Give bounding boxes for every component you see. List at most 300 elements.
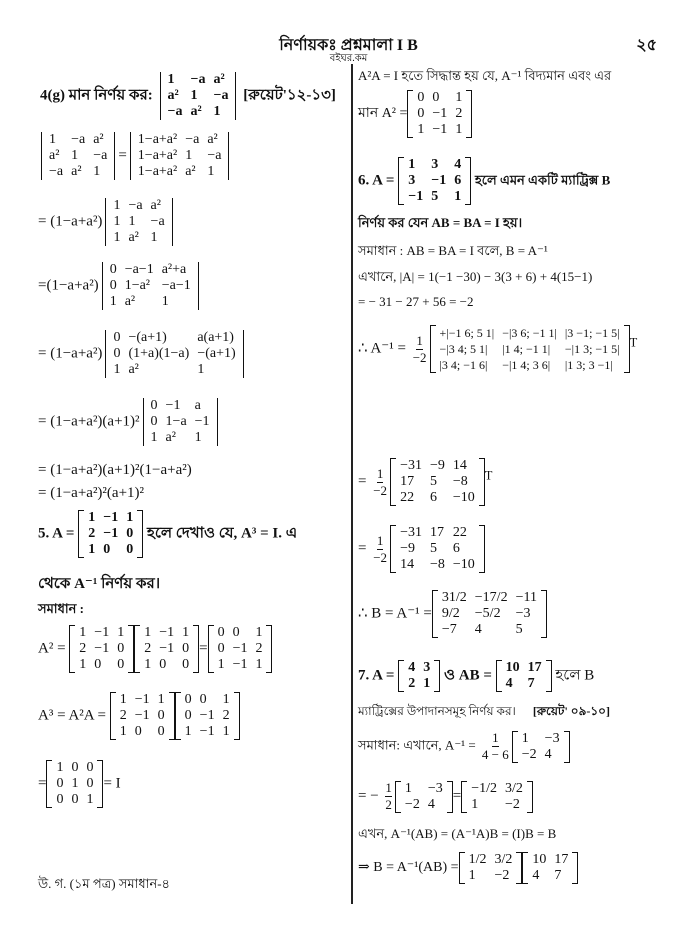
matrix-cell: −(a+1)	[197, 346, 236, 361]
matrix-cell: 1	[119, 724, 127, 739]
matrix-cell: 4	[544, 746, 552, 762]
matrix-table	[75, 625, 128, 673]
q4-label: 4(g) মান নির্ণয় কর:	[40, 87, 153, 104]
matrix-cell: −1	[232, 657, 248, 672]
matrix-cell: 1	[128, 214, 136, 229]
matrix-cell: 2	[222, 708, 230, 723]
q4-tag: [রুয়েট'১২-১৩]	[243, 87, 336, 104]
matrix-table	[214, 625, 267, 673]
matrix-table	[528, 852, 572, 884]
matrix-table	[181, 692, 234, 740]
matrix-cell: −1	[94, 641, 110, 656]
matrix-cell: 0	[103, 542, 111, 557]
inv-sup: T	[629, 335, 638, 350]
q7-line	[358, 660, 594, 692]
q5-text2: থেকে A⁻¹ নির্ণয় কর।	[38, 576, 161, 592]
matrix-cell: −2	[505, 796, 520, 812]
matrix-cell: a²	[49, 148, 60, 163]
matrix-cell: −3	[427, 780, 443, 796]
matrix-cell: 1	[185, 148, 193, 163]
matrix-cell: 1	[222, 724, 230, 739]
q7-label: 7. A =	[358, 667, 395, 684]
matrix-cell: 1	[93, 164, 101, 179]
sol7d-prefix: ⇒ B = A⁻¹(AB) =	[358, 860, 459, 876]
inv-line	[358, 325, 637, 373]
matrix-cell: 2	[408, 676, 416, 691]
matrix-cell: 0	[184, 692, 192, 707]
matrix-cell: a²+a	[161, 262, 187, 277]
matrix-cell: 0	[56, 776, 64, 791]
matrix-cell: 1	[408, 157, 416, 172]
c1-frac: $\frac{1}{-2}$	[373, 465, 388, 498]
matrix-cell: −8	[452, 474, 468, 489]
matrix-cell: 1	[144, 657, 152, 672]
matrix-cell: 0	[432, 90, 440, 105]
matrix-table	[502, 660, 546, 692]
matrix-cell: 1	[194, 430, 202, 445]
q6-text2: নির্ণয় কর যেন AB = BA = I হয়।	[358, 215, 523, 230]
matrix-cell: 0	[232, 625, 240, 640]
matrix-cell: 1−a+a²	[137, 164, 178, 179]
q6-text: হলে এমন একটি ম্যাট্রিক্স B	[474, 172, 611, 188]
matrix-cell: −1	[432, 106, 448, 121]
matrix-cell: 1−a	[165, 414, 187, 429]
matrix-cell: −a	[185, 132, 200, 147]
step-7: = (1−a+a²)²(a+1)²	[38, 485, 145, 501]
matrix-cell: −2	[494, 868, 510, 883]
q6-sol: সমাধান : AB = BA = I বলে, B = A⁻¹	[358, 243, 548, 258]
matrix-table	[164, 72, 233, 120]
matrix-cell: −1	[94, 625, 110, 640]
step-1: 1 −a a² a² 1 −a −a a² 1 = 1−a+a² −a a² 1−a+a² 1 −a 1−a+a² a² 1	[38, 132, 232, 180]
page-title: নির্ণায়কঃ প্রশ্নমালা I B	[279, 37, 418, 54]
matrix-cell: 31/2	[441, 590, 467, 605]
matrix-cell: −9	[429, 458, 445, 473]
matrix-cell: 4	[408, 660, 416, 675]
matrix-cell: 0	[217, 641, 225, 656]
matrix-cell: 0	[94, 657, 102, 672]
matrix-table	[467, 781, 527, 813]
matrix-cell: −31	[400, 458, 422, 473]
c3-prefix: ∴ B = A⁻¹ =	[358, 605, 432, 622]
step-5	[38, 398, 221, 446]
c2-line	[358, 525, 485, 573]
matrix-cell: 7	[554, 868, 562, 883]
sol7b-frac: $\frac{1}{2}$	[385, 780, 392, 812]
matrix-cell: 0	[113, 330, 121, 345]
q4-line	[40, 72, 336, 120]
matrix-cell: (1+a)(1−a)	[128, 346, 190, 361]
identity-suffix: = I	[103, 775, 121, 792]
matrix-cell: |3 4; −1 6|	[439, 358, 488, 372]
matrix-cell: 0	[150, 398, 158, 413]
matrix-cell: 14	[452, 458, 467, 473]
matrix-cell: 3/2	[505, 780, 523, 796]
matrix-cell: 1	[255, 657, 263, 672]
q7-mid: ও AB =	[443, 667, 492, 684]
matrix-cell: +|−1 6; 5 1|	[439, 326, 495, 340]
matrix-cell: 17	[429, 525, 444, 540]
sol7b-prefix: = −	[358, 787, 379, 804]
matrix-table	[465, 852, 517, 884]
r-line-2	[358, 90, 472, 138]
matrix-cell: −7	[441, 622, 457, 637]
c1-prefix: =	[358, 473, 367, 490]
matrix-cell: 1	[113, 362, 121, 377]
q6-det-2: = − 31 − 27 + 56 = −2	[358, 294, 474, 309]
matrix-cell: a²	[93, 132, 104, 147]
matrix-cell: −11	[515, 590, 537, 605]
matrix-cell: 1	[109, 294, 117, 309]
matrix-cell: 5	[429, 474, 437, 489]
matrix-cell: −|3 4; 5 1|	[439, 342, 488, 356]
matrix-cell: 0	[182, 657, 190, 672]
matrix-cell: a²	[150, 198, 161, 213]
sol7d-line	[358, 852, 578, 884]
matrix-cell: −1	[199, 708, 215, 723]
matrix-cell: 1	[113, 230, 121, 245]
matrix-cell: a²	[128, 362, 139, 377]
matrix-cell: a	[194, 398, 201, 413]
matrix-cell: 1−a²	[124, 278, 150, 293]
matrix-cell: 1	[404, 780, 412, 796]
matrix-cell: −(a+1)	[128, 330, 167, 345]
matrix-cell: −a	[167, 104, 183, 119]
matrix-cell: 5	[431, 189, 439, 204]
matrix-cell: 0	[117, 641, 125, 656]
matrix-cell: 5	[515, 622, 523, 637]
matrix-cell: 7	[527, 676, 535, 691]
matrix-table	[109, 198, 168, 246]
matrix-cell: 0	[199, 692, 207, 707]
matrix-cell: 1	[222, 692, 230, 707]
step-2	[38, 198, 176, 246]
matrix-cell: 0	[159, 657, 167, 672]
matrix-table	[438, 590, 541, 638]
matrix-cell: −1	[431, 173, 447, 188]
column-divider	[351, 64, 353, 904]
step-4	[38, 330, 247, 378]
matrix-cell: 9/2	[441, 606, 460, 621]
matrix-cell: 6	[452, 541, 460, 556]
matrix-cell: 0	[117, 657, 125, 672]
matrix-cell: 1	[190, 88, 198, 103]
matrix-cell: 1	[56, 760, 64, 775]
matrix-cell: a²	[167, 88, 179, 103]
q5-text: হলে দেখাও যে, A³ = I. এ	[146, 525, 298, 542]
matrix-cell: −1	[103, 510, 119, 525]
matrix-cell: 0	[86, 760, 94, 775]
step-6: = (1−a+a²)(a+1)²(1−a+a²)	[38, 462, 192, 478]
matrix-table	[106, 262, 195, 310]
matrix-cell: −a	[71, 132, 86, 147]
matrix-cell: 1	[417, 122, 425, 137]
q6-line	[358, 157, 610, 205]
matrix-cell: 1	[79, 657, 87, 672]
matrix-cell: 0	[56, 792, 64, 807]
a3-line	[38, 692, 240, 740]
matrix-cell: 0	[134, 724, 142, 739]
matrix-cell: a²	[185, 164, 196, 179]
matrix-cell: 1	[217, 657, 225, 672]
matrix-cell: −1	[194, 414, 210, 429]
matrix-cell: −|1 3; −1 5|	[564, 342, 620, 356]
matrix-cell: 1	[454, 189, 462, 204]
c3-line	[358, 590, 547, 638]
c1-sup: T	[484, 468, 493, 483]
matrix-table	[518, 731, 564, 763]
matrix-cell: 1	[182, 625, 190, 640]
sol7-prefix: সমাধান: এখানে, A⁻¹ =	[358, 737, 476, 753]
matrix-cell: 6	[454, 173, 462, 188]
matrix-table	[109, 330, 239, 378]
matrix-cell: 3	[408, 173, 416, 188]
r-line-1: A²A = I হতে সিদ্ধান্ত হয় যে, A⁻¹ বিদ্যমান এবং এর	[358, 68, 612, 83]
matrix-cell: 0	[182, 641, 190, 656]
matrix-cell: 1−a+a²	[137, 148, 178, 163]
matrix-cell: 17	[400, 474, 415, 489]
matrix-cell: 1	[117, 625, 125, 640]
matrix-cell: 1	[455, 90, 463, 105]
sol7-line	[358, 730, 570, 763]
matrix-cell: 4	[505, 676, 513, 691]
matrix-cell: |3 −1; −1 5|	[564, 326, 620, 340]
matrix-cell: 0	[417, 90, 425, 105]
matrix-table	[436, 325, 624, 373]
matrix-table	[396, 525, 479, 573]
a2-line: A² = 1 −1 1 2 −1 0 1 0 0 1 −1 1 2 −1 0 1 0 0 = 0 0 1 0 −1 2 1 −1 1	[38, 625, 272, 673]
matrix-cell: −1	[134, 692, 150, 707]
matrix-cell: 1	[157, 692, 165, 707]
matrix-cell: 1	[468, 868, 476, 883]
matrix-cell: 1	[119, 692, 127, 707]
matrix-cell: 1	[184, 724, 192, 739]
c2-prefix: =	[358, 540, 367, 557]
matrix-cell: 2	[144, 641, 152, 656]
matrix-cell: −1	[165, 398, 181, 413]
q4-det	[157, 72, 240, 120]
matrix-cell: −1	[159, 641, 175, 656]
matrix-cell: 10	[532, 852, 547, 867]
matrix-cell: 1	[197, 362, 205, 377]
matrix-cell: 2	[255, 641, 263, 656]
matrix-cell: a²	[71, 164, 82, 179]
sol7b-line: = − $\frac{1}{2}$ 1 −3 −2 4 = −1/2 3/2 1 −2	[358, 780, 533, 813]
matrix-cell: 3	[423, 660, 431, 675]
q7-tag: [রুয়েট' ০৯-১০]	[532, 704, 610, 718]
matrix-cell: 1	[423, 676, 431, 691]
matrix-cell: 1	[521, 730, 529, 746]
matrix-cell: −a	[150, 214, 165, 229]
matrix-cell: −1	[232, 641, 248, 656]
matrix-cell: 10	[505, 660, 520, 675]
matrix-cell: 0	[184, 708, 192, 723]
matrix-cell: 1	[167, 72, 175, 87]
matrix-cell: 1	[150, 230, 158, 245]
matrix-cell: 0	[109, 262, 117, 277]
step-2-prefix: = (1−a+a²)	[38, 213, 103, 230]
page-subtitle: বইঘর.কম	[329, 53, 368, 64]
matrix-cell: 1	[88, 542, 96, 557]
matrix-cell: 1	[86, 792, 94, 807]
matrix-cell: −1	[432, 122, 448, 137]
matrix-cell: −a−1	[124, 262, 154, 277]
matrix-cell: 1	[71, 148, 79, 163]
step-5-prefix: = (1−a+a²)(a+1)²	[38, 413, 140, 430]
matrix-cell: −10	[452, 557, 475, 572]
matrix-cell: a²	[128, 230, 139, 245]
matrix-cell: 2	[119, 708, 127, 723]
matrix-cell: 1	[150, 430, 158, 445]
matrix-cell: 6	[429, 490, 437, 505]
matrix-table	[134, 132, 226, 180]
matrix-cell: 1	[126, 510, 134, 525]
matrix-cell: 2	[455, 106, 463, 121]
matrix-cell: a²	[213, 72, 225, 87]
matrix-cell: 1/2	[468, 852, 487, 867]
matrix-cell: 5	[429, 541, 437, 556]
matrix-cell: −5/2	[474, 606, 501, 621]
q6-label: 6. A =	[358, 172, 395, 189]
matrix-table	[52, 760, 97, 808]
c2-frac: $\frac{1}{-2}$	[373, 532, 388, 565]
matrix-cell: 1	[255, 625, 263, 640]
matrix-cell: −31	[400, 525, 422, 540]
matrix-cell: |1 3; 3 −1|	[564, 358, 613, 372]
matrix-cell: 1	[207, 164, 215, 179]
matrix-cell: 22	[452, 525, 467, 540]
matrix-cell: 4	[532, 868, 540, 883]
matrix-cell: 0	[86, 776, 94, 791]
step-3	[38, 262, 202, 310]
matrix-cell: 0	[157, 708, 165, 723]
matrix-cell: 0	[109, 278, 117, 293]
matrix-cell: 3	[431, 157, 439, 172]
matrix-cell: |1 4; −1 1|	[502, 342, 551, 356]
matrix-table	[404, 157, 465, 205]
sol7-frac: $\frac{1}{4 - 6}$	[481, 730, 509, 762]
matrix-cell: 1	[471, 796, 479, 812]
step-4-prefix: = (1−a+a²)	[38, 345, 103, 362]
page-footer: উ. গ. (১ম পত্র) সমাধান-৪	[38, 876, 170, 891]
matrix-cell: −1	[408, 189, 424, 204]
matrix-cell: 0	[217, 625, 225, 640]
matrix-cell: −1/2	[471, 780, 497, 796]
matrix-cell: −a	[207, 148, 222, 163]
q5-sol-label: সমাধান :	[38, 601, 84, 616]
matrix-cell: 0	[126, 526, 134, 541]
sol7c-line: এখন, A⁻¹(AB) = (A⁻¹A)B = (I)B = B	[358, 826, 557, 841]
matrix-cell: 3/2	[494, 852, 513, 867]
matrix-cell: 1	[88, 510, 96, 525]
matrix-cell: 22	[400, 490, 415, 505]
matrix-cell: −10	[452, 490, 475, 505]
matrix-cell: 1	[79, 625, 87, 640]
matrix-cell: 1−a+a²	[137, 132, 178, 147]
matrix-table	[147, 398, 214, 446]
matrix-cell: 0	[113, 346, 121, 361]
matrix-table	[404, 660, 434, 692]
matrix-cell: a(a+1)	[197, 330, 234, 345]
matrix-table	[140, 625, 193, 673]
matrix-cell: −|3 6; −1 1|	[502, 326, 557, 340]
matrix-cell: −1	[134, 708, 150, 723]
matrix-cell: −17/2	[474, 590, 508, 605]
identity-prefix: =	[38, 775, 47, 792]
matrix-cell: a²	[124, 294, 136, 309]
q5-line	[38, 510, 297, 558]
matrix-cell: 4	[454, 157, 462, 172]
matrix-cell: a²	[207, 132, 218, 147]
matrix-cell: a²	[190, 104, 202, 119]
q7-text2: ম্যাট্রিক্সের উপাদানসমূহ নির্ণয় কর।	[358, 704, 516, 718]
inv-frac: $\frac{1}{-2}$	[412, 332, 427, 365]
matrix-cell: −1	[199, 724, 215, 739]
matrix-cell: 14	[400, 557, 415, 572]
inv-prefix: ∴ A⁻¹ =	[358, 340, 406, 357]
matrix-cell: −a	[213, 88, 229, 103]
matrix-cell: −1	[103, 526, 119, 541]
matrix-cell: −2	[521, 746, 537, 762]
matrix-cell: 1	[113, 198, 121, 213]
matrix-cell: a²	[165, 430, 176, 445]
matrix-cell: −|1 4; 3 6|	[502, 358, 551, 372]
matrix-cell: −2	[404, 796, 420, 812]
matrix-cell: −3	[515, 606, 531, 621]
matrix-table	[401, 781, 447, 813]
matrix-cell: 1	[213, 104, 221, 119]
matrix-cell: 17	[554, 852, 569, 867]
q5-label: 5. A =	[38, 525, 75, 542]
matrix-cell: −1	[159, 625, 175, 640]
matrix-cell: −3	[544, 730, 560, 746]
matrix-table	[116, 692, 169, 740]
matrix-cell: −8	[429, 557, 445, 572]
matrix-cell: 4	[427, 796, 435, 812]
q7-text: হলে B	[555, 667, 595, 684]
matrix-cell: 2	[88, 526, 96, 541]
q6-det-1: এখানে, |A| = 1(−1 −30) − 3(3 + 6) + 4(15−1)	[358, 269, 593, 284]
matrix-cell: 17	[527, 660, 542, 675]
identity-line	[38, 760, 121, 808]
a2-prefix: A² =	[38, 640, 66, 657]
matrix-cell: −9	[400, 541, 415, 556]
matrix-cell: −a	[190, 72, 206, 87]
matrix-cell: 1	[161, 294, 169, 309]
matrix-cell: −a	[128, 198, 143, 213]
matrix-cell: 1	[49, 132, 56, 147]
r2-prefix: মান A² =	[358, 106, 408, 122]
page-number: ২৫	[636, 37, 657, 54]
matrix-cell: 0	[417, 106, 425, 121]
matrix-cell: 1	[71, 776, 79, 791]
matrix-cell: 1	[113, 214, 121, 229]
step-3-prefix: =(1−a+a²)	[38, 277, 99, 294]
matrix-cell: 1	[144, 625, 152, 640]
matrix-table	[413, 90, 466, 138]
matrix-cell: −a	[49, 164, 64, 179]
matrix-cell: 0	[126, 542, 134, 557]
matrix-cell: 2	[79, 641, 87, 656]
matrix-cell: 0	[150, 414, 158, 429]
a3-prefix: A³ = A²A =	[38, 707, 107, 724]
matrix-table	[45, 132, 111, 180]
matrix-table	[84, 510, 137, 558]
matrix-cell: 1	[455, 122, 463, 137]
matrix-table	[396, 458, 479, 506]
matrix-cell: −a	[93, 148, 108, 163]
matrix-cell: 0	[71, 760, 79, 775]
